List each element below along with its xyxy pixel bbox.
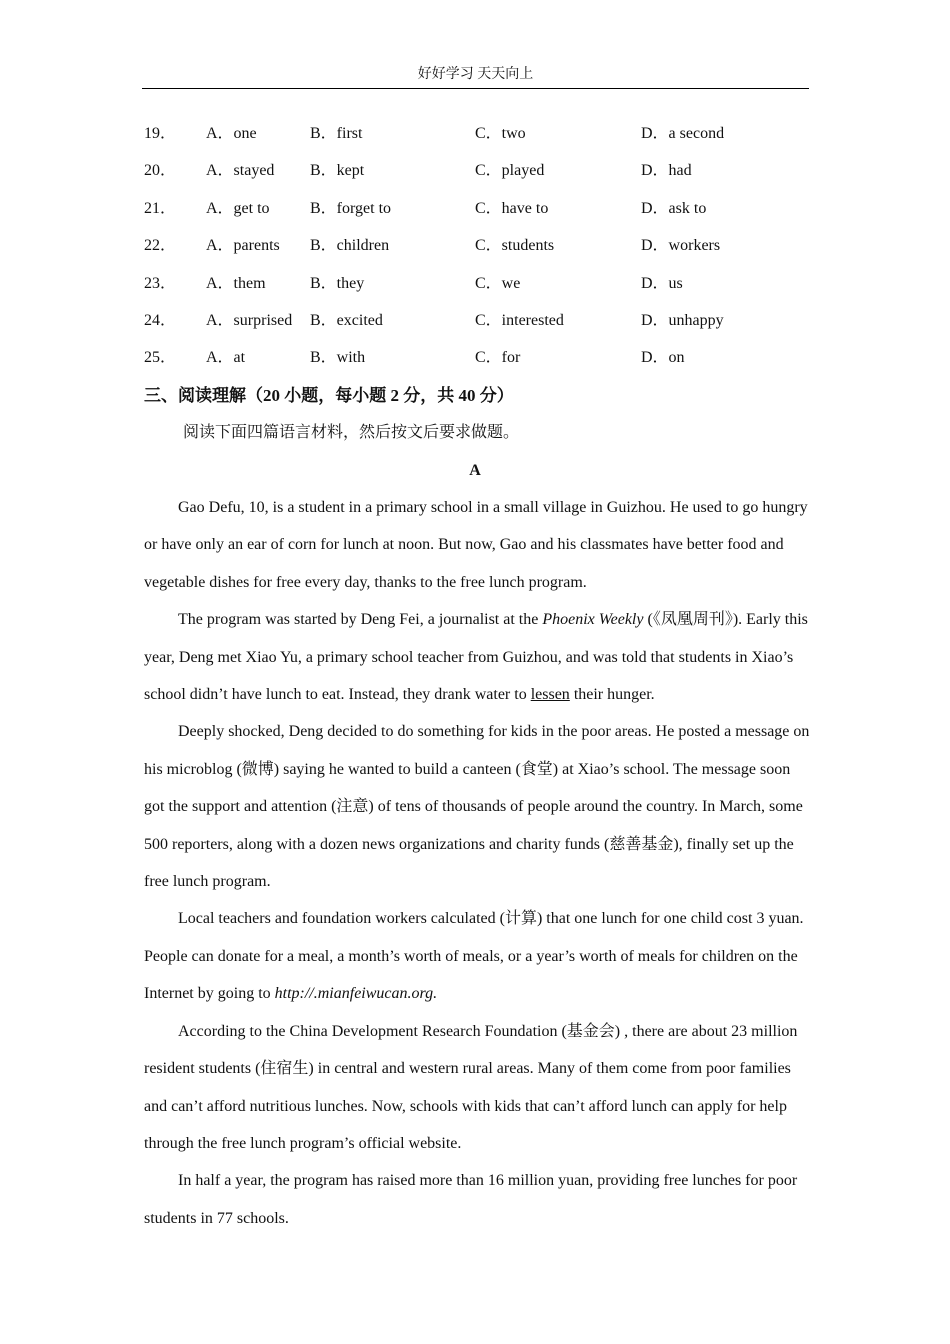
- passage-label: A: [469, 462, 481, 479]
- option-a: A．at: [206, 349, 246, 366]
- question-number: 24．: [144, 312, 177, 329]
- option-b: B．forget to: [310, 200, 392, 217]
- option-a: A．them: [206, 275, 266, 292]
- section-title: 三、阅读理解（20 小题，每小题 2 分，共 40 分）: [144, 386, 514, 405]
- paragraph-6: In half a year, the program has raised more than 16 million yuan, providing free lunches for poor students in 77 schools.: [144, 1172, 798, 1227]
- option-b: B．with: [310, 349, 366, 366]
- paragraph-2-text: their hunger.: [569, 686, 655, 704]
- option-a: A．parents: [206, 237, 280, 254]
- option-b: B．they: [310, 275, 365, 292]
- passage-body: [144, 489, 810, 1237]
- option-c: C．played: [475, 162, 545, 179]
- option-a: A．one: [206, 125, 257, 142]
- option-d: D．unhappy: [641, 312, 724, 329]
- paragraph-2-text: The program was started by Deng Fei, a journalist at the: [178, 611, 543, 629]
- option-b: B．children: [310, 237, 390, 254]
- paragraph-2-text: (《凤凰周刊》). Early this year, Deng met Xiao Yu, a primary school teacher from Guizhou, and was told that students in Xiao’s school didn’t have lunch to eat. Instead, they drank water to: [144, 611, 808, 704]
- question-number: 20．: [144, 162, 177, 179]
- underlined-word: lessen: [530, 686, 570, 704]
- option-d: D．on: [641, 349, 685, 366]
- option-d: D．ask to: [641, 200, 707, 217]
- option-d: D．had: [641, 162, 692, 179]
- paragraph-2: [144, 601, 810, 713]
- option-c: C．interested: [475, 312, 564, 329]
- question-number: 19．: [144, 125, 177, 142]
- question-number: 23．: [144, 275, 177, 292]
- paragraph-4: [144, 900, 810, 1012]
- question-number: 22．: [144, 237, 177, 254]
- page-header: 好好学习 天天向上: [417, 67, 534, 82]
- option-b: B．kept: [310, 162, 365, 179]
- section-instruction: 阅读下面四篇语言材料，然后按文后要求做题。: [183, 424, 520, 441]
- question-number: 25．: [144, 349, 177, 366]
- option-c: C．have to: [475, 200, 549, 217]
- paragraph-5: According to the China Development Research Foundation (基金会) , there are about 23 million resident students (住宿生) in central and western rural areas. Many of them come from poor families and can’t afford nutritious lunches. Now, schools with kids that can’t afford lunch can apply for help through the free lunch program’s official website.: [144, 1022, 798, 1152]
- question-number: 21．: [144, 200, 177, 217]
- option-d: D．us: [641, 275, 683, 292]
- option-c: C．two: [475, 125, 526, 142]
- option-a: A．surprised: [206, 312, 293, 329]
- option-c: C．students: [475, 237, 555, 254]
- option-b: B．excited: [310, 312, 383, 329]
- paragraph-1: Gao Defu, 10, is a student in a primary school in a small village in Guizhou. He used to go hungry or have only an ear of corn for lunch at noon. But now, Gao and his classmates have better food and vegetable dishes for free every day, thanks to the free lunch program.: [144, 499, 808, 591]
- header-divider: [142, 88, 809, 89]
- option-d: D．a second: [641, 125, 725, 142]
- paragraph-4-text: Local teachers and foundation workers calculated (计算) that one lunch for one child cost 3 yuan. People can donate for a meal, a month’s worth of meals, or a year’s worth of meals for children on the Internet by going to: [144, 910, 804, 1003]
- option-d: D．workers: [641, 237, 721, 254]
- paragraph-3: Deeply shocked, Deng decided to do something for kids in the poor areas. He posted a message on his microblog (微博) saying he wanted to build a canteen (食堂) at Xiao’s school. The message soon got the support and attention (注意) of tens of thousands of people around the country. In March, some 500 reporters, along with a dozen news organizations and charity funds (慈善基金), finally set up the free lunch program.: [144, 723, 810, 891]
- option-c: C．we: [475, 275, 521, 292]
- option-b: B．first: [310, 125, 363, 142]
- option-a: A．stayed: [206, 162, 275, 179]
- website-url: http://.mianfeiwucan.org.: [274, 985, 438, 1003]
- magazine-title: Phoenix Weekly: [542, 611, 644, 629]
- option-c: C．for: [475, 349, 521, 366]
- option-a: A．get to: [206, 200, 270, 217]
